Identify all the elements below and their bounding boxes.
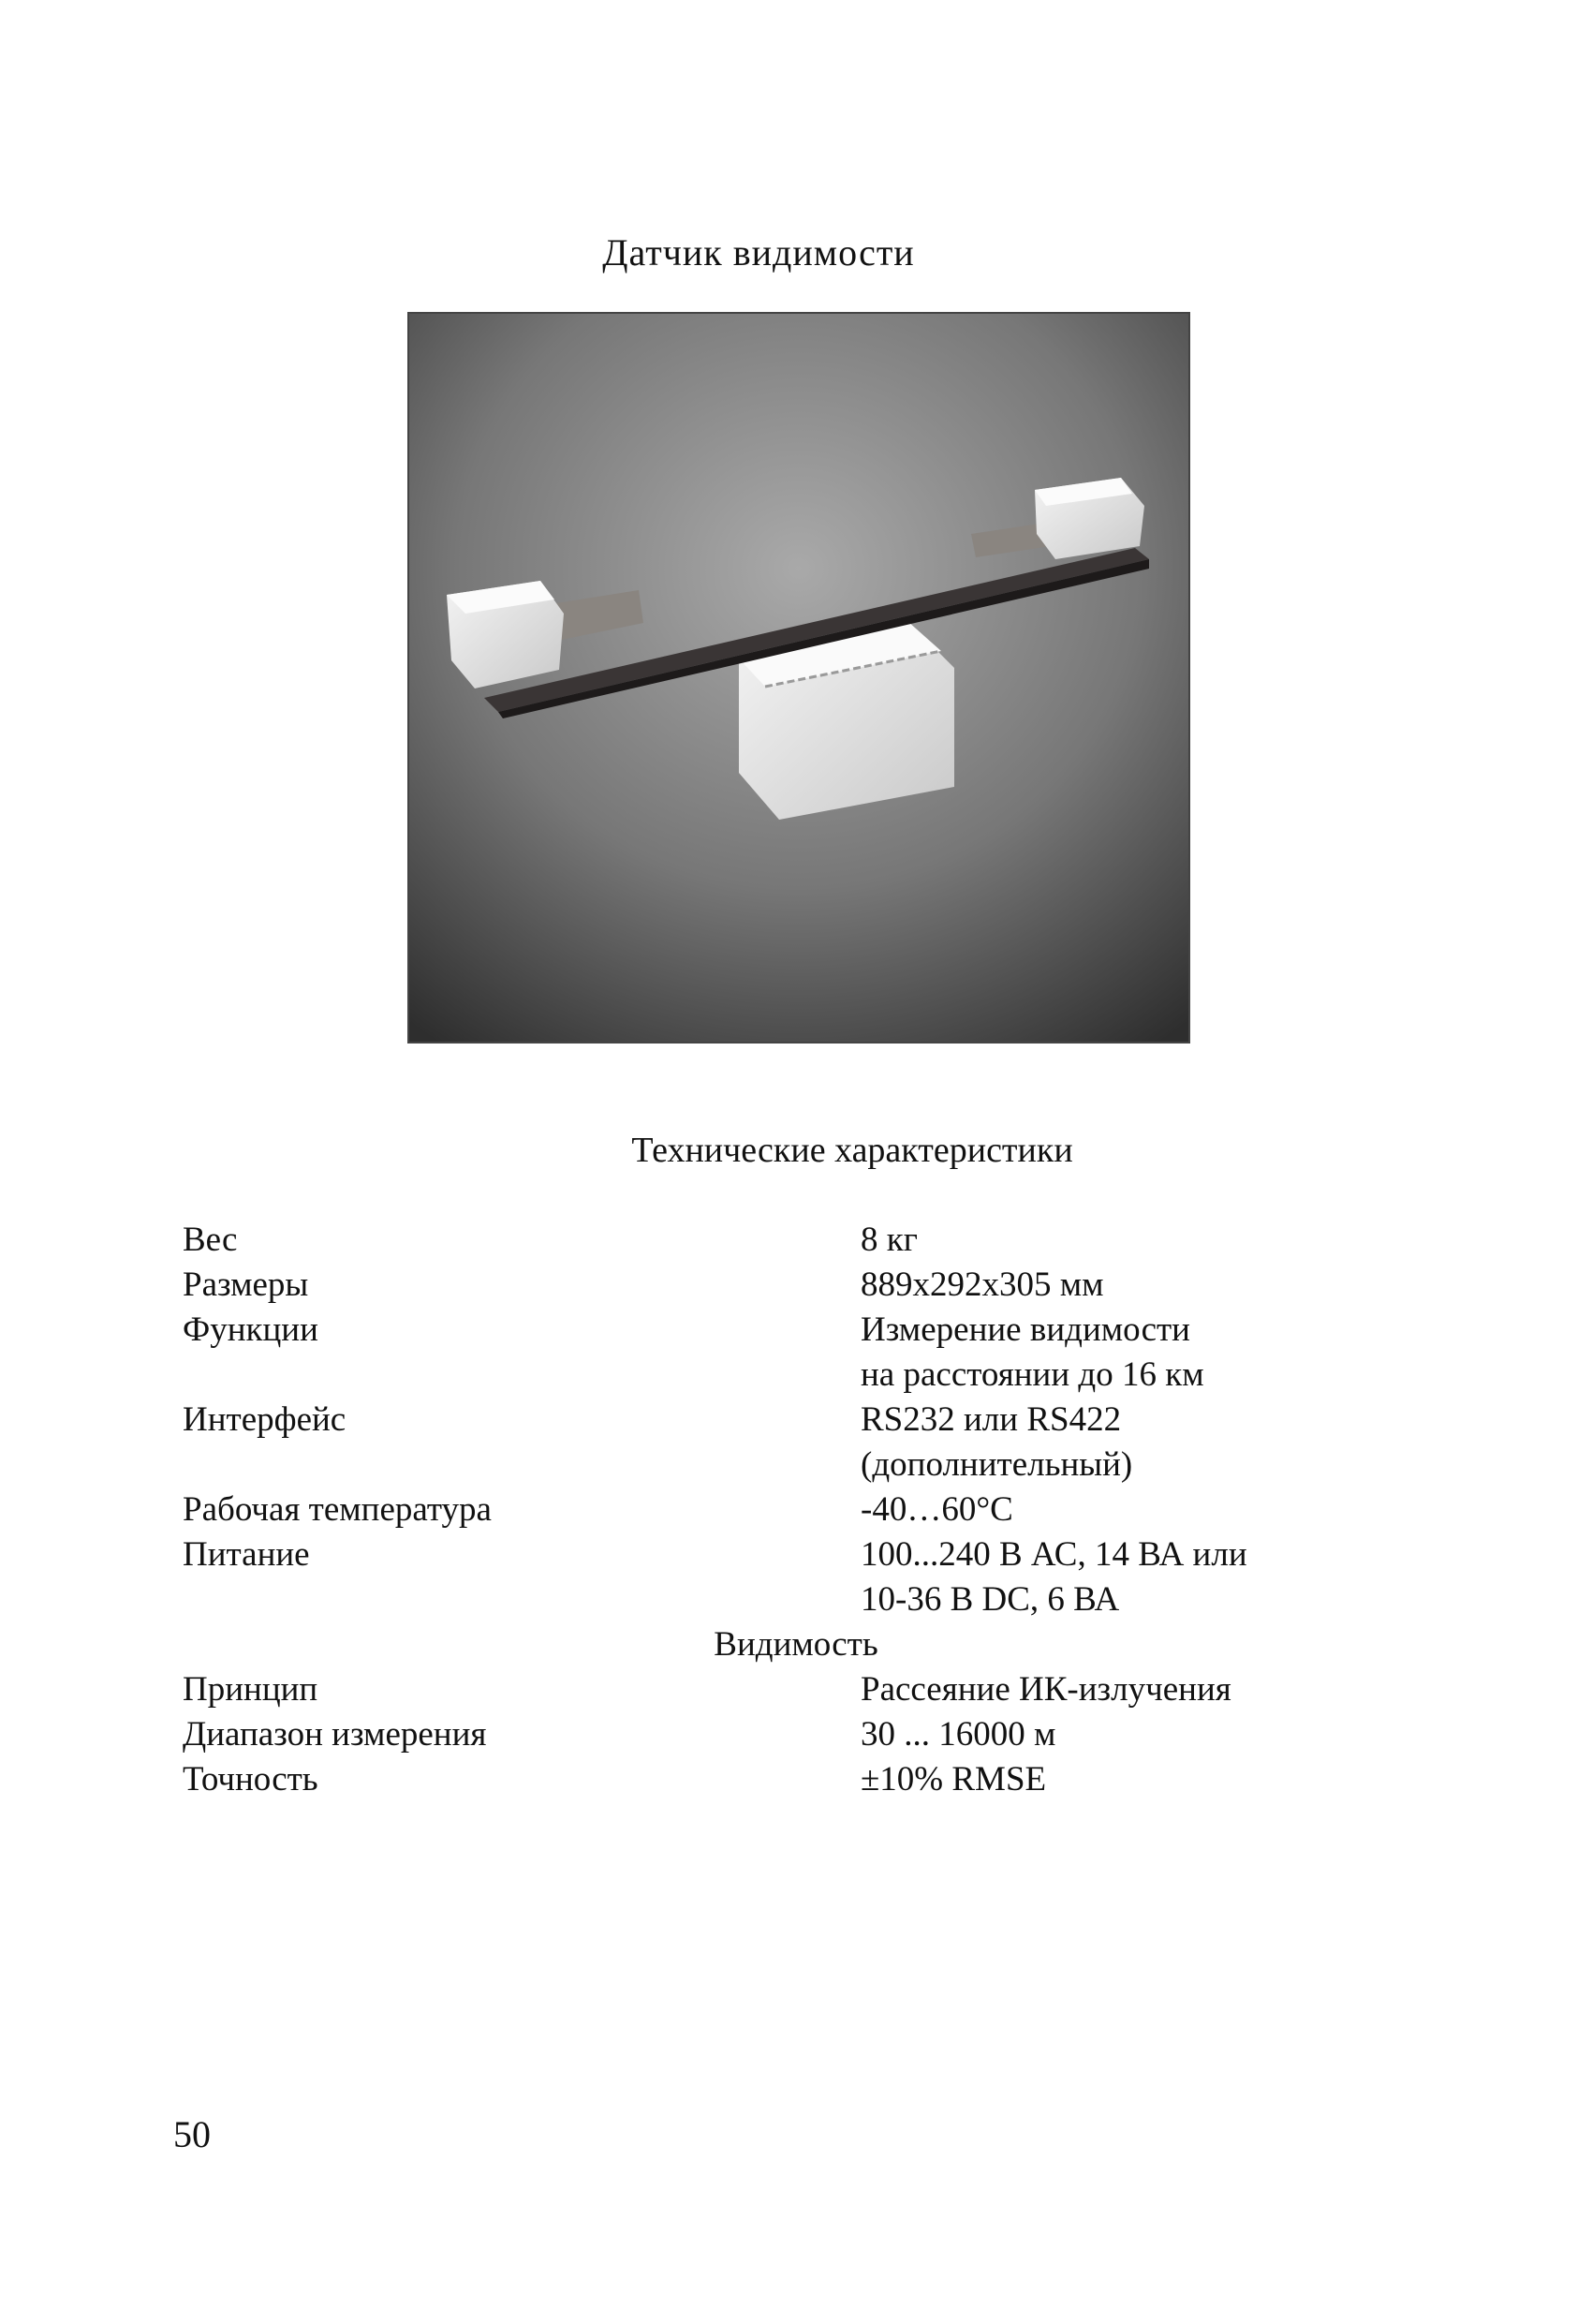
page-title: Датчик видимости bbox=[602, 231, 915, 274]
specs-table bbox=[183, 1218, 1400, 1802]
spec-row-power bbox=[183, 1532, 1400, 1622]
spec-row-weight bbox=[183, 1218, 1400, 1263]
spec-value-line: 10-36 В DC, 6 ВА bbox=[861, 1580, 1120, 1619]
spec-value-line: Измерение видимости bbox=[861, 1310, 1190, 1349]
spec-row-range bbox=[183, 1712, 1400, 1757]
sensor-photo bbox=[407, 312, 1190, 1044]
spec-row-accuracy bbox=[183, 1757, 1400, 1802]
spec-row-functions bbox=[183, 1308, 1400, 1398]
spec-value bbox=[861, 1532, 1400, 1622]
spec-label: Диапазон измерения bbox=[183, 1715, 487, 1754]
spec-value bbox=[861, 1218, 1400, 1263]
spec-row-temperature bbox=[183, 1488, 1400, 1532]
spec-value-line: RS232 или RS422 bbox=[861, 1400, 1122, 1439]
spec-value bbox=[861, 1757, 1400, 1802]
spec-row-interface bbox=[183, 1398, 1400, 1488]
spec-value-line: (дополнительный) bbox=[861, 1445, 1133, 1484]
spec-value bbox=[861, 1667, 1400, 1712]
spec-label: Рабочая температура bbox=[183, 1490, 492, 1529]
spec-value bbox=[861, 1712, 1400, 1757]
spec-value bbox=[861, 1488, 1400, 1532]
spec-value bbox=[861, 1263, 1400, 1308]
specs-heading: Технические характеристики bbox=[631, 1131, 1073, 1170]
spec-value bbox=[861, 1308, 1400, 1398]
spec-value-line: 100...240 В АС, 14 ВА или bbox=[861, 1535, 1247, 1574]
spec-label: Размеры bbox=[183, 1266, 309, 1304]
spec-label: Питание bbox=[183, 1535, 310, 1574]
spec-value-line: 889x292x305 мм bbox=[861, 1266, 1104, 1304]
spec-value-line: 8 кг bbox=[861, 1221, 918, 1259]
spec-label: Вес bbox=[183, 1221, 238, 1259]
spec-value bbox=[861, 1398, 1400, 1488]
visibility-sensor-image bbox=[409, 314, 1188, 1042]
spec-label: Интерфейс bbox=[183, 1400, 346, 1439]
spec-row-dimensions bbox=[183, 1263, 1400, 1308]
spec-label: Точность bbox=[183, 1760, 318, 1799]
spec-value-line: ±10% RMSE bbox=[861, 1760, 1047, 1799]
spec-value-line: 30 ... 16000 м bbox=[861, 1715, 1056, 1754]
spec-row-principle bbox=[183, 1667, 1400, 1712]
spec-value-line: Рассеяние ИК-излучения bbox=[861, 1670, 1231, 1709]
visibility-heading: Видимость bbox=[714, 1625, 878, 1664]
page-number: 50 bbox=[173, 2113, 211, 2155]
spec-label: Принцип bbox=[183, 1670, 318, 1709]
spec-value-line: на расстоянии до 16 км bbox=[861, 1355, 1204, 1394]
spec-value-line: -40…60°С bbox=[861, 1490, 1013, 1529]
spec-label: Функции bbox=[183, 1310, 318, 1349]
